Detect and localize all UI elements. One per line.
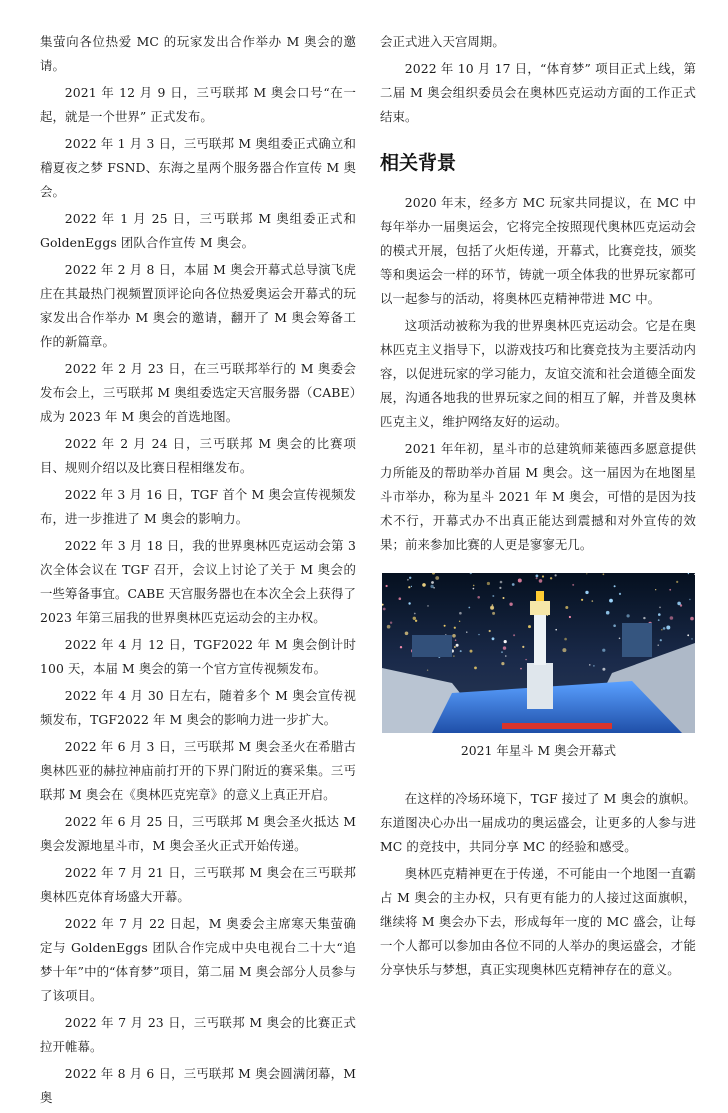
firework-spark [455,639,457,641]
firework-spark [512,583,515,586]
firework-spark [670,616,674,620]
paragraph: 奥林匹克精神更在于传递，不可能由一个地图一直霸占 M 奥会的主办权，只有更有能力的人接过这面旗帜，继续将 M 奥会办下去，形成每年一度的 MC 盛会，让每一个人都可以参加由各位不同的人举办的奥运盛会，才能分享快乐与梦想，真正实现奥林匹克精神存在的意义。 [380,866,696,977]
firework-spark [444,625,446,627]
firework-spark [564,638,567,641]
firework-spark [386,585,388,587]
firework-spark [627,614,630,617]
firework-spark [411,586,412,587]
firework-spark [592,600,594,602]
paragraph: 2022 年 4 月 12 日，TGF2022 年 M 奥会倒计时 100 天，本届 M 奥会的第一个官方宣传视频发布。 [40,637,356,676]
firework-spark [383,608,386,611]
firework-spark [456,644,459,647]
firework-spark [474,667,477,670]
firework-spark [606,611,610,615]
firework-spark [658,619,660,621]
firework-spark [427,605,429,607]
firework-spark [408,602,410,604]
firework-spark [520,668,522,670]
right-column [380,30,696,985]
paragraph: 在这样的冷场环境下，TGF 接过了 M 奥会的旗帜。东道图决心办出一届成功的奥运盛会，让更多的人参与进 MC 的竞技中，共同分享 MC 的经验和感受。 [380,791,696,854]
firework-spark [452,634,456,638]
firework-spark [459,612,462,615]
firework-spark [603,573,605,575]
firework-spark [454,646,456,648]
firework-spark [466,632,467,633]
background-section [380,191,696,557]
firework-spark [589,664,590,665]
firework-spark [513,634,515,636]
firework-spark [390,622,392,624]
paragraph: 2022 年 6 月 25 日，三丐联邦 M 奥会圣火抵达 M 奥会发源地星斗市，M 奥会圣火正式开始传递。 [40,814,356,853]
firework-spark [690,617,694,621]
paragraph: 2020 年末，经多方 MC 玩家共同提议，在 MC 中每年举办一届奥运会，它将完全按照现代奥林匹克运动会的模式开展，包括了火炬传递，开幕式，比赛竞技，颁奖等和奥运会一样的环节，铸就一项全体我的世界玩家都可以一起参与的活动，将奥林匹克精神带进 MC 中。 [380,195,696,306]
firework-spark [500,581,503,584]
stage-red-strip [502,723,612,729]
firework-spark [550,577,552,579]
firework-spark [503,646,506,649]
paragraph: 2022 年 7 月 21 日，三丐联邦 M 奥会在三丐联邦奥林匹克体育场盛大开幕。 [40,865,356,904]
firework-spark [460,650,462,652]
firework-spark [492,604,494,606]
paragraph: 这项活动被称为我的世界奥林匹克运动会。它是在奥林匹克主义指导下，以游戏技巧和比赛竞技为主要活动内容，以促进玩家的学习能力，友谊交流和社会道德全面发展，沟通各地我的世界玩家之间的相互了解，并普及奥林匹克主义，维护网络友好的运动。 [380,318,696,429]
paragraph: 2022 年 8 月 6 日，三丐联邦 M 奥会圆满闭幕，M 奥 [40,1066,356,1105]
firework-spark [468,607,470,609]
firework-spark [614,585,616,587]
firework-spark [586,573,587,574]
firework-spark [619,638,621,640]
firework-spark [405,632,409,636]
firework-spark [658,645,659,646]
firework-spark [643,617,645,619]
section-heading-background: 相关背景 [380,152,457,174]
firework-spark [492,612,495,615]
firework-spark [459,621,460,622]
paragraph: 2022 年 1 月 3 日，三丐联邦 M 奥组委正式确立和稽夏夜之梦 FSND、东海之星两个服务器合作宣传 M 奥会。 [40,136,356,199]
firework-spark [518,579,522,583]
firework-spark [562,648,566,652]
firework-spark [663,627,666,630]
firework-spark [581,599,583,601]
firework-spark [431,581,434,584]
paragraph: 2022 年 4 月 30 日左右，随着多个 M 奥会宣传视频发布，TGF2022 年 M 奥会的影响力进一步扩大。 [40,688,356,727]
firework-spark [602,668,605,671]
building-right [622,623,652,657]
firework-spark [585,591,588,594]
firework-spark [536,575,539,578]
tower-top [530,601,550,615]
firework-spark [658,613,661,616]
firework-spark [407,579,409,581]
firework-spark [473,588,475,590]
firework-spark [619,593,621,595]
firework-spark [593,665,595,667]
firework-spark [536,577,538,579]
firework-spark [478,634,479,635]
firework-spark [525,659,526,660]
firework-spark [572,584,574,586]
firework-spark [661,629,662,630]
paragraph: 2021 年年初，星斗市的总建筑师莱德西多愿意提供力所能及的帮助举办首届 M 奥会。这一届因为在地图星斗市举办，称为星斗 2021 年 M 奥会，可惜的是因为技术不行，开幕式办不出真正能达到震撼和对外宣传的效果；前来参加比赛的人更是寥寥无几。 [380,441,696,552]
paragraph: 2021 年 12 月 9 日，三丐联邦 M 奥会口号“在一起，就是一个世界” 正式发布。 [40,85,356,124]
paragraph: 2022 年 3 月 16 日，TGF 首个 M 奥会宣传视频发布，进一步推进了 M 奥会的影响力。 [40,487,356,526]
opening-ceremony-figure [382,573,695,761]
firework-spark [569,616,571,618]
firework-spark [435,576,439,580]
firework-spark [427,670,428,671]
paragraph: 2022 年 7 月 23 日，三丐联邦 M 奥会的比赛正式拉开帷幕。 [40,1015,356,1054]
firework-spark [408,586,410,588]
tower-shaft [534,613,546,665]
firework-spark [454,627,456,629]
after-figure-section [380,787,696,982]
firework-spark [609,599,613,603]
firework-spark [477,596,480,599]
left-column [40,30,356,1113]
paragraph: 2022 年 2 月 24 日，三丐联邦 M 奥会的比赛项目、规则介绍以及比赛日程相继发布。 [40,436,356,475]
firework-spark [659,607,661,609]
paragraph: 2022 年 6 月 3 日，三丐联邦 M 奥会圣火在希腊古奥林匹亚的赫拉神庙前打开的下界门附近的赛采集。三丐联邦 M 奥会在《奥林匹克宪章》的意义上真正开启。 [40,739,356,802]
firework-spark [669,589,671,591]
firework-spark [499,587,501,589]
firework-spark [501,662,504,665]
firework-spark [492,595,494,597]
paragraph: 2022 年 2 月 23 日，在三丐联邦举行的 M 奥委会发布会上，三丐联邦 M 奥组委选定天宫服务器（CABE）成为 2023 年 M 奥会的首选地图。 [40,361,356,424]
firework-spark [470,650,473,653]
tower-flame [536,591,544,601]
firework-spark [409,577,411,579]
firework-spark [414,613,416,615]
firework-spark [677,602,681,606]
firework-spark [430,585,433,588]
tower-base [527,663,553,709]
opening-ceremony-image [382,573,695,733]
firework-spark [487,582,490,585]
firework-spark [522,646,524,648]
firework-spark [613,624,616,627]
firework-spark [387,625,391,629]
firework-spark [473,585,475,587]
firework-spark [492,637,495,640]
firework-spark [490,606,494,610]
firework-spark [691,638,693,640]
firework-spark [687,634,689,636]
firework-spark [489,630,491,632]
firework-spark [555,574,557,576]
firework-spark [666,626,670,630]
firework-spark [415,620,417,622]
firework-spark [505,655,507,657]
building-left [412,635,452,657]
firework-spark [660,639,662,641]
figure-caption: 2021 年星斗 M 奥会开幕式 [460,743,617,758]
firework-spark [565,606,568,609]
firework-spark [422,583,426,587]
firework-spark [655,589,656,590]
firework-spark [453,655,455,657]
paragraph: 2022 年 3 月 18 日，我的世界奥林匹克运动会第 3 次全体会议在 TGF 召开，会议上讨论了关于 M 奥会的一些筹备事宜。CABE 天宫服务器也在本次全会上获得了 2023 年第三届我的世界奥林匹克运动会的主办权。 [40,538,356,625]
paragraph: 2022 年 10 月 17 日，“体育梦” 项目正式上线，第二届 M 奥会组织委员会在奥林匹克运动方面的工作正式结束。 [380,61,696,124]
firework-spark [503,597,505,599]
firework-spark [555,629,557,631]
firework-spark [501,651,503,653]
paragraph: 2022 年 1 月 25 日，三丐联邦 M 奥组委正式和 GoldenEggs 团队合作宣传 M 奥会。 [40,211,356,250]
firework-spark [689,599,690,600]
firework-spark [602,649,605,652]
firework-spark [400,646,402,648]
paragraph: 2022 年 7 月 22 日起，M 奥委会主席寒天集萤确定与 GoldenEggs 团队合作完成中央电视台二十大“追梦十年”中的“体育梦”项目，第二届 M 奥会部分人员参与了该项目。 [40,916,356,1003]
firework-spark [413,617,416,620]
firework-spark [399,597,402,600]
firework-spark [528,625,531,628]
firework-spark [542,575,544,577]
firework-spark [504,640,507,643]
firework-spark [539,579,543,583]
paragraph: 会正式进入天宫周期。 [380,34,505,49]
firework-spark [676,581,678,583]
paragraph: 集萤向各位热爱 MC 的玩家发出合作举办 M 奥会的邀请。 [40,34,356,73]
right-column-intro [380,30,696,129]
paragraph: 2022 年 2 月 8 日，本届 M 奥会开幕式总导演飞虎庄在其最热门视频置顶评论向各位热爱奥运会开幕式的玩家发出合作举办 M 奥会的邀请，翻开了 M 奥会筹备工作的新篇章。 [40,262,356,349]
firework-spark [509,603,512,606]
